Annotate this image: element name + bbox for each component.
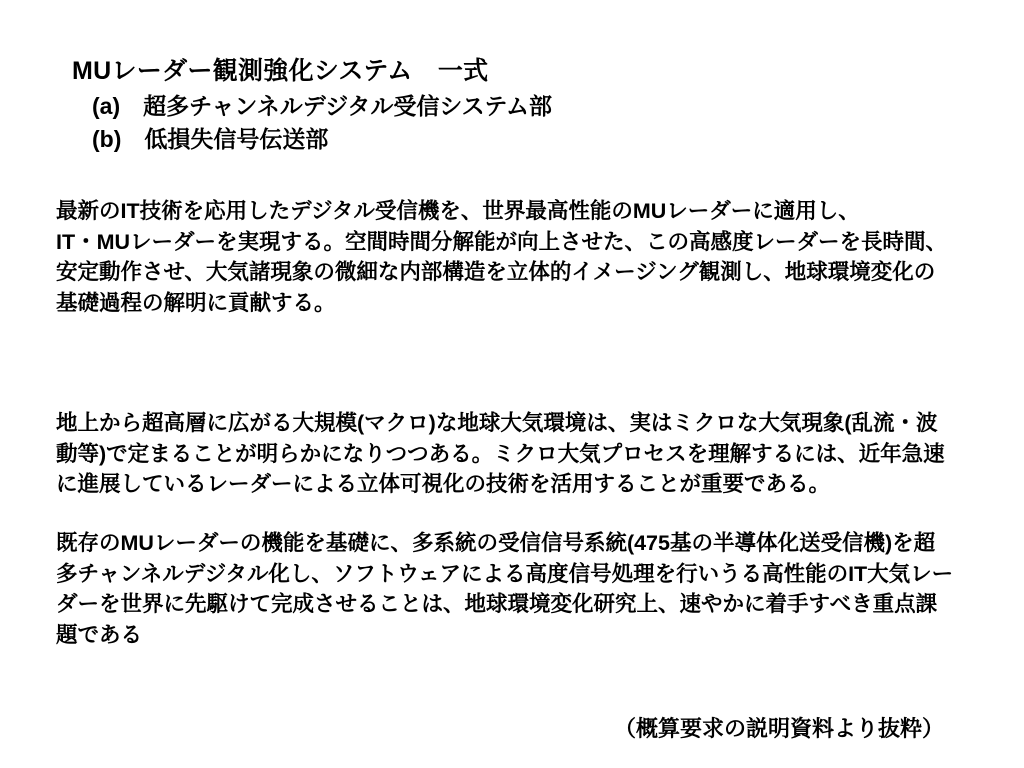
- title-item-b: (b) 低損失信号伝送部: [92, 125, 329, 152]
- paragraph-3: [56, 528, 956, 650]
- source-footnote: （概算要求の説明資料より抜粋）: [613, 716, 944, 741]
- paragraph-1: [56, 196, 956, 318]
- paragraph-1-line-2: IT・MUレーダーを実現する。空間時間分解能が向上させた、この高感度レーダーを長時間、安定動作させ、大気諸現象の微細な内部構造を立体的イメージング観測し、地球環境変化の基礎過程の解明に貢献する。: [56, 229, 948, 315]
- paragraph-2-line-1: 地上から超高層に広がる大規模(マクロ)な地球大気環境は、実はミクロな大気現象(乱流・波動等)で定まることが明らかになりつつある。ミクロ大気プロセスを理解するには、近年急速に進展しているレーダーによる立体可視化の技術を活用することが重要である。: [56, 411, 945, 497]
- paragraph-2: [56, 408, 956, 500]
- slide-title: MUレーダー観測強化システム 一式: [72, 57, 489, 85]
- paragraph-3-line-1: 既存のMUレーダーの機能を基礎に、多系統の受信信号系統(475基の半導体化送受信機)を超多チャンネルデジタル化し、ソフトウェアによる高度信号処理を行いうる高性能のIT大気レーダーを世界に先駆けて完成させることは、地球環境変化研究上、速やかに着手すべき重点課題である: [56, 531, 954, 647]
- title-item-a: (a) 超多チャンネルデジタル受信システム部: [92, 92, 553, 119]
- title-block: [72, 54, 972, 156]
- paragraph-1-line-1: 最新のIT技術を応用したデジタル受信機を、世界最高性能のMUレーダーに適用し、: [56, 199, 860, 223]
